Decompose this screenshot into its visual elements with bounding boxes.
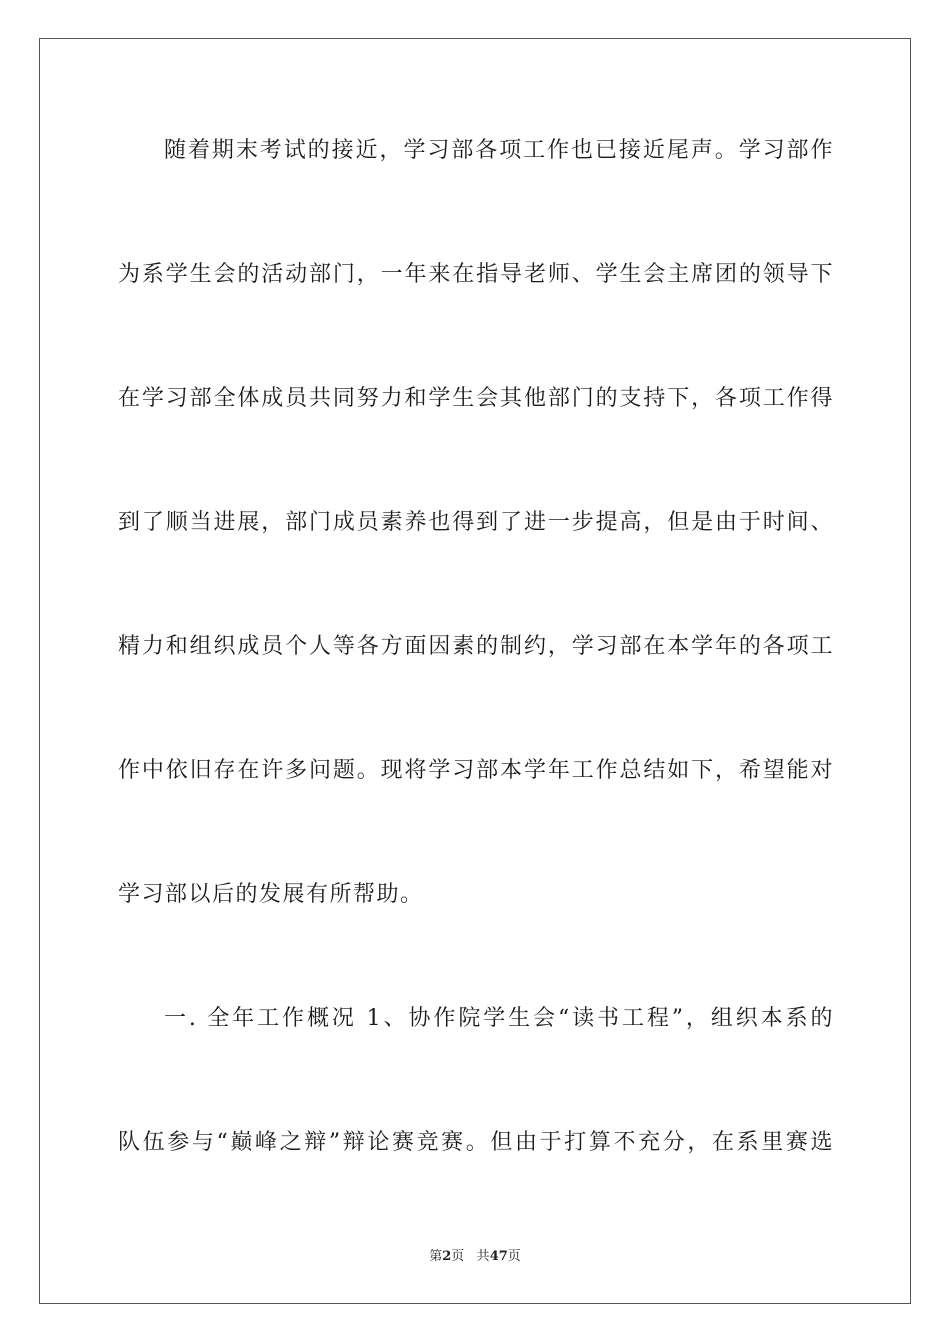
paragraph-line-8: 一. 全年工作概况 1、协作院学生会“读书工程”，组织本系的: [164, 1006, 834, 1031]
paragraph-line-2: 为系学生会的活动部门，一年来在指导老师、学生会主席团的领导下: [118, 262, 834, 287]
total-pages: 47: [489, 1249, 508, 1264]
paragraph-line-4: 到了顺当进展，部门成员素养也得到了进一步提高，但是由于时间、: [118, 510, 834, 535]
page-prefix: 第: [429, 1249, 443, 1264]
paragraph-line-6: 作中依旧存在许多问题。现将学习部本学年工作总结如下，希望能对: [118, 758, 834, 783]
page-border: [39, 38, 911, 1304]
paragraph-line-5: 精力和组织成员个人等各方面因素的制约，学习部在本学年的各项工: [118, 634, 834, 659]
total-unit: 页: [507, 1249, 521, 1264]
page-footer: [0, 1249, 950, 1265]
total-prefix: 共: [476, 1249, 490, 1264]
paragraph-line-1: 随着期末考试的接近，学习部各项工作也已接近尾声。学习部作: [164, 138, 834, 163]
paragraph-line-3: 在学习部全体成员共同努力和学生会其他部门的支持下，各项工作得: [118, 386, 834, 411]
page-unit: 页: [451, 1249, 465, 1264]
page-number: 2: [442, 1249, 452, 1264]
paragraph-line-7: 学习部以后的发展有所帮助。: [118, 882, 424, 907]
paragraph-line-9: 队伍参与“巅峰之辩”辩论赛竞赛。但由于打算不充分，在系里赛选: [118, 1130, 834, 1155]
